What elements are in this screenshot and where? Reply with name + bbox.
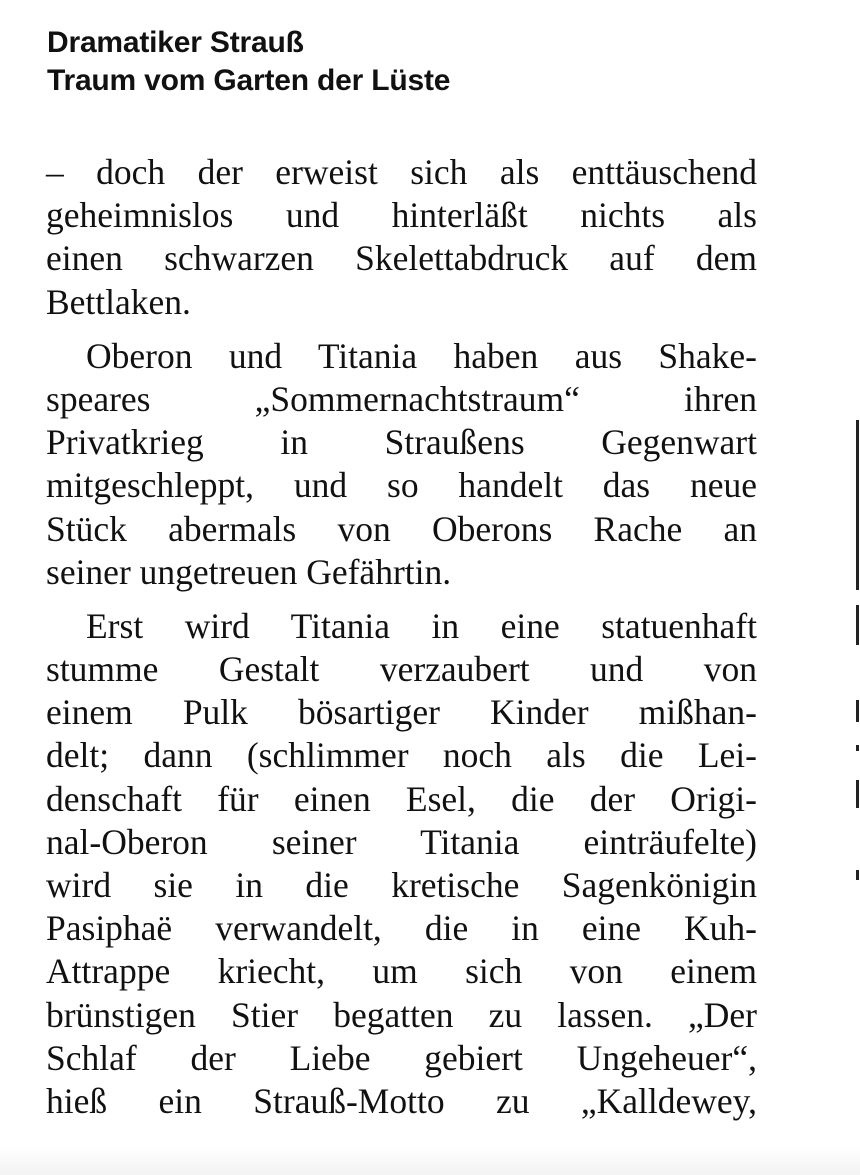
page-bottom-shadow <box>0 1145 860 1175</box>
text-line: wird sie in die kretische Sagenkönigin <box>46 865 757 905</box>
text-line: Erst wird Titania in eine statuenhaft <box>86 605 757 646</box>
article-header <box>47 24 767 100</box>
paragraph <box>46 605 757 1123</box>
text-line: brünstigen Stier begatten zu lassen. „Der <box>46 994 757 1035</box>
text-line: seiner ungetreuen Gefährtin. <box>46 551 452 592</box>
text-line: Stück abermals von Oberons Rache an <box>46 508 757 549</box>
text-line: einen schwarzen Skelettabdruck auf dem <box>46 238 757 279</box>
text-line: geheimnislos und hinterläßt nichts als <box>46 195 757 236</box>
text-line: Schlaf der Liebe gebiert Ungeheuer“, <box>46 1037 757 1078</box>
text-line: – doch der erweist sich als enttäuschend <box>46 152 757 192</box>
adjacent-column-edge <box>854 400 860 920</box>
text-line: nal-Oberon seiner Titania einträufelte) <box>46 821 757 862</box>
text-line: Bettlaken. <box>46 281 191 322</box>
text-line: mitgeschleppt, und so handelt das neue <box>46 465 757 506</box>
text-line: denschaft für einen Esel, die der Origi- <box>46 778 757 819</box>
text-line: speares „Sommernachtstraum“ ihren <box>46 378 757 419</box>
paragraph <box>46 151 757 324</box>
text-line: einem Pulk bösartiger Kinder mißhan- <box>46 692 757 733</box>
text-line: hieß ein Strauß-Motto zu „Kalldewey, <box>46 1080 757 1121</box>
article-body <box>46 151 757 1123</box>
text-line: stumme Gestalt verzaubert und von <box>46 649 757 690</box>
subheadline: Traum vom Garten der Lüste <box>47 64 451 97</box>
text-line: Pasiphaë verwandelt, die in eine Kuh- <box>46 908 757 949</box>
text-line: Oberon und Titania haben aus Shake- <box>86 335 757 376</box>
text-line: delt; dann (schlimmer noch als die Lei- <box>46 735 757 776</box>
text-line: Attrappe kriecht, um sich von einem <box>46 951 757 992</box>
paragraph <box>46 335 757 594</box>
headline: Dramatiker Strauß <box>47 26 304 59</box>
text-line: Privatkrieg in Straußens Gegenwart <box>46 422 757 463</box>
